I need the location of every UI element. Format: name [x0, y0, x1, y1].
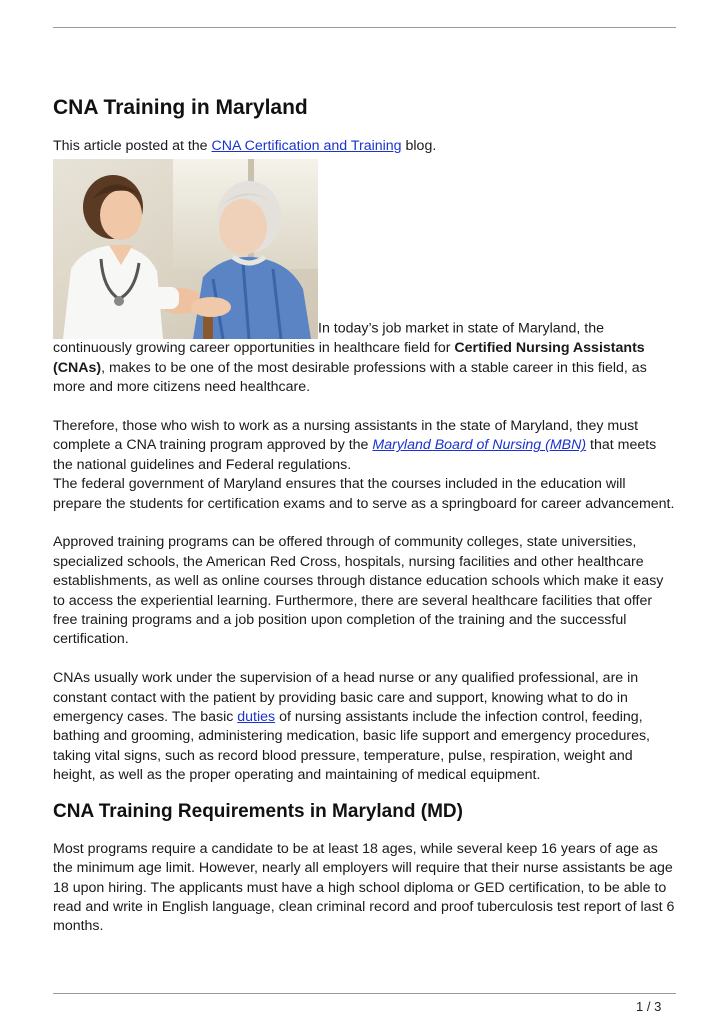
intro-text-a: In today’s job market in state of Maryland, the continuously growing career opportunities in healthcare field for [53, 321, 605, 357]
paragraph-5: Most programs require a candidate to be at least 18 ages, while several keep 16 years of age as the minimum age limit. However, nearly all employers will require that their nurse assistants be age 18 upon hiring. The applicants must have a high school diploma or GED certification, to be able to read and write in English language, clean criminal record and proof tuberculosis test report of last 6 months. [53, 840, 675, 935]
article-body [53, 95, 677, 937]
header-rule [53, 27, 676, 28]
paragraph-gap [53, 514, 677, 533]
paragraph-gap [53, 398, 677, 417]
footer-rule [53, 993, 676, 994]
p4-text-a: CNAs usually work under the supervision of a head nurse or any qualified professional, are in constant contact with the patient by providing basic care and support, knowing what to do in emergency cases. The basic [53, 670, 639, 726]
p2-text-b: that meets the national guidelines and Federal regulations. [53, 437, 657, 473]
intro-paragraph [53, 159, 677, 397]
nurse-with-patient-photo [53, 159, 318, 339]
paragraph-2b: The federal government of Maryland ensures that the courses included in the education will prepare the students for certification exams and to serve as a springboard for career advancement. [53, 476, 675, 512]
paragraph-4 [53, 669, 677, 785]
posted-prefix: This article posted at the [53, 138, 212, 154]
cna-bold-term: Certified Nursing Assistants (CNAs) [53, 340, 645, 376]
duties-link[interactable]: duties [237, 709, 276, 726]
requirements-heading: CNA Training Requirements in Maryland (MD) [53, 800, 463, 822]
intro-text-b: , makes to be one of the most desirable professions with a stable career in this field, as more and more citizens need healthcare. [53, 359, 647, 396]
posted-suffix: blog. [401, 138, 437, 154]
page-number: 1 / 3 [636, 999, 662, 1014]
paragraph-2 [53, 417, 677, 475]
intro-paragraph-block [53, 159, 677, 397]
paragraph-3: Approved training programs can be offered through of community colleges, state universities, specialized schools, the American Red Cross, hospitals, nursing facilities and other healthcare establishments, as well as online courses through distance education schools which make it easy to access the experiential learning. Furthermore, there are several healthcare facilities that offer free training programs and a job position upon completion of the training and the successful certification. [53, 534, 664, 648]
posted-line [53, 137, 677, 156]
paragraph-gap [53, 650, 677, 669]
p2-text-a: Therefore, those who wish to work as a nursing assistants in the state of Maryland, they must complete a CNA training program approved by the [53, 418, 639, 454]
p4-text-b: of nursing assistants include the infection control, feeding, bathing and grooming, administering medication, basic life support and emergency procedures, taking vital signs, such as record blood pressure, temperature, pulse, respiration, weight and height, as well as the proper operating and maintaining of medical equipment. [53, 709, 651, 784]
mbn-link[interactable]: Maryland Board of Nursing (MBN) [372, 437, 587, 454]
blog-link[interactable]: CNA Certification and Training [211, 138, 402, 154]
article-title: CNA Training in Maryland [53, 96, 308, 119]
